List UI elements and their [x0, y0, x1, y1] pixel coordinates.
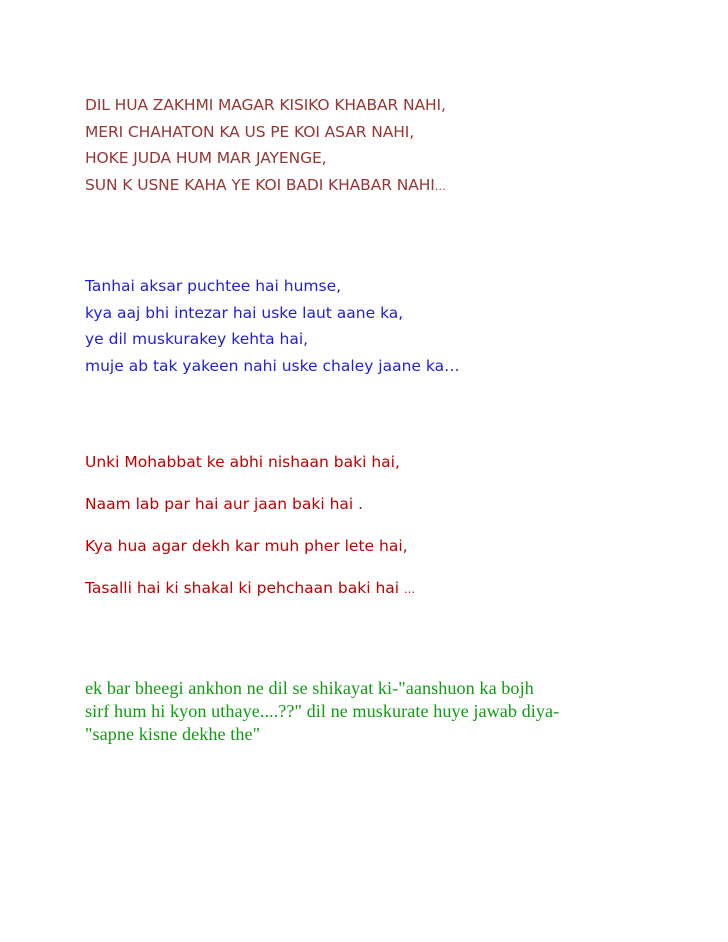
- stanza-3-line-4: [85, 575, 685, 617]
- stanza-2-line-2: kya aaj bhi intezar hai uske laut aane ka,: [85, 303, 404, 322]
- stanza-1-line-4: [85, 172, 685, 199]
- poem-stanza-3: [85, 449, 685, 617]
- stanza-3-line-3: Kya hua agar dekh kar muh pher lete hai,: [85, 537, 408, 555]
- stanza-1-line-3: HOKE JUDA HUM MAR JAYENGE,: [85, 149, 327, 168]
- stanza-1-line-2: MERI CHAHATON KA US PE KOI ASAR NAHI,: [85, 122, 415, 141]
- poem-stanza-1: [85, 92, 685, 199]
- stanza-2-line-1: Tanhai aksar puchtee hai humse,: [85, 277, 342, 295]
- stanza-2-line-3: ye dil muskurakey kehta hai,: [85, 330, 309, 349]
- stanza-4-line-3: "sapne kisne dekhe the": [85, 724, 261, 744]
- stanza-1-line-1: DIL HUA ZAKHMI MAGAR KISIKO KHABAR NAHI,: [85, 96, 446, 114]
- stanza-3-ellipsis: …: [404, 583, 416, 596]
- stanza-4-line-1: ek bar bheegi ankhon ne dil se shikayat ki-"aanshuon ka bojh: [85, 678, 534, 698]
- stanza-3-line-1: Unki Mohabbat ke abhi nishaan baki hai,: [85, 453, 400, 471]
- stanza-3-line-4-text: Tasalli hai ki shakal ki pehchaan baki hai: [85, 579, 405, 597]
- stanza-4-line-2: sirf hum hi kyon uthaye....??" dil ne muskurate huye jawab diya-: [85, 701, 560, 721]
- poem-stanza-4: [85, 677, 685, 746]
- stanza-1-ellipsis: …: [434, 180, 446, 194]
- poem-stanza-2: [85, 273, 685, 380]
- stanza-3-line-2: Naam lab par hai aur jaan baki hai .: [85, 495, 364, 513]
- stanza-1-line-4-text: SUN K USNE KAHA YE KOI BADI KHABAR NAHI: [85, 176, 435, 195]
- stanza-2-line-4: muje ab tak yakeen nahi uske chaley jaane ka…: [85, 357, 460, 376]
